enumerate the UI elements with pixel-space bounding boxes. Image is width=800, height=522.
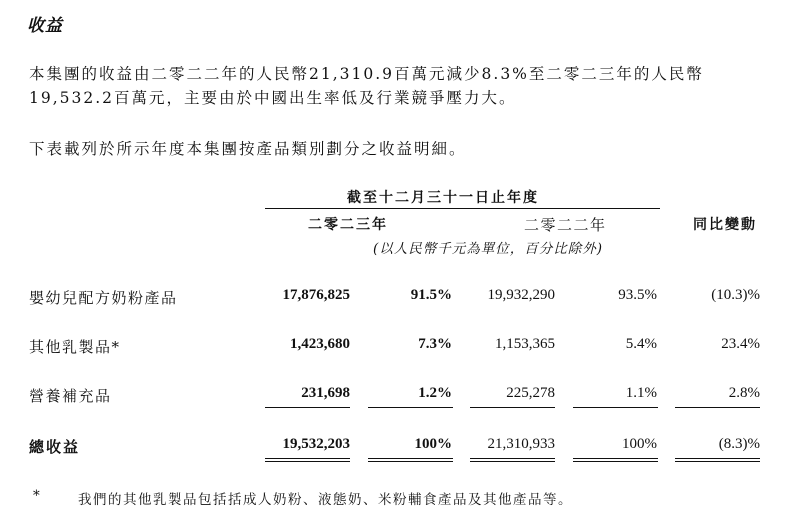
total-double-rule [470, 458, 555, 462]
total-percent-2022: 100% [622, 436, 657, 452]
total-value-2022: 21,310,933 [487, 436, 555, 452]
row-label-nutrition-supplements: 營養補充品 [29, 387, 112, 405]
footnote-text: 我們的其他乳製品包括括成人奶粉、液態奶、米粉輔食產品及其他產品等。 [78, 492, 573, 508]
total-percent-2023: 100% [414, 436, 452, 452]
row-yoy-change: 23.4% [721, 336, 760, 352]
year-2022-header: 二零二二年 [524, 216, 607, 234]
year-2023-header: 二零二三年 [308, 217, 388, 233]
row-percent-2022: 93.5% [618, 287, 657, 303]
paragraph-table-intro: 下表載列於所示年度本集團按產品類別劃分之收益明細。 [29, 140, 467, 158]
row-value-2023: 17,876,825 [282, 287, 350, 303]
section-title: 收益 [27, 16, 63, 36]
subtotal-rule [470, 407, 555, 408]
row-percent-2022: 5.4% [625, 336, 657, 352]
total-yoy-change: (8.3)% [718, 436, 760, 452]
row-value-2022: 1,153,365 [495, 336, 555, 352]
paragraph-revenue-summary: 本集團的收益由二零二二年的人民幣21,310.9百萬元減少8.3%至二零二三年的人民幣19,532.2百萬元，主要由於中國出生率低及行業競爭壓力大。 [29, 65, 704, 107]
unit-note: (以人民幣千元為單位，百分比除外) [373, 241, 604, 257]
row-yoy-change: 2.8% [728, 385, 760, 401]
row-percent-2022: 1.1% [625, 385, 657, 401]
row-percent-2023: 7.3% [418, 336, 452, 352]
row-value-2023: 231,698 [301, 385, 350, 401]
row-percent-2023: 1.2% [418, 385, 452, 401]
row-value-2023: 1,423,680 [290, 336, 350, 352]
total-double-rule [573, 458, 658, 462]
subtotal-rule [675, 407, 760, 408]
total-double-rule [368, 458, 453, 462]
footnote-marker: * [33, 488, 42, 504]
yoy-header: 同比變動 [693, 217, 757, 233]
subtotal-rule [573, 407, 658, 408]
row-value-2022: 225,278 [506, 385, 555, 401]
subtotal-rule [265, 407, 350, 408]
subtotal-rule [368, 407, 453, 408]
total-double-rule [265, 458, 350, 462]
row-yoy-change: (10.3)% [711, 287, 760, 303]
row-label-other-dairy: 其他乳製品* [29, 338, 121, 356]
total-double-rule [675, 458, 760, 462]
row-percent-2023: 91.5% [410, 287, 452, 303]
row-label-infant-formula: 嬰幼兒配方奶粉產品 [29, 289, 178, 307]
period-header: 截至十二月三十一日止年度 [347, 190, 539, 206]
row-value-2022: 19,932,290 [487, 287, 555, 303]
total-value-2023: 19,532,203 [282, 436, 350, 452]
total-label: 總收益 [29, 438, 81, 456]
period-header-rule [265, 208, 660, 209]
